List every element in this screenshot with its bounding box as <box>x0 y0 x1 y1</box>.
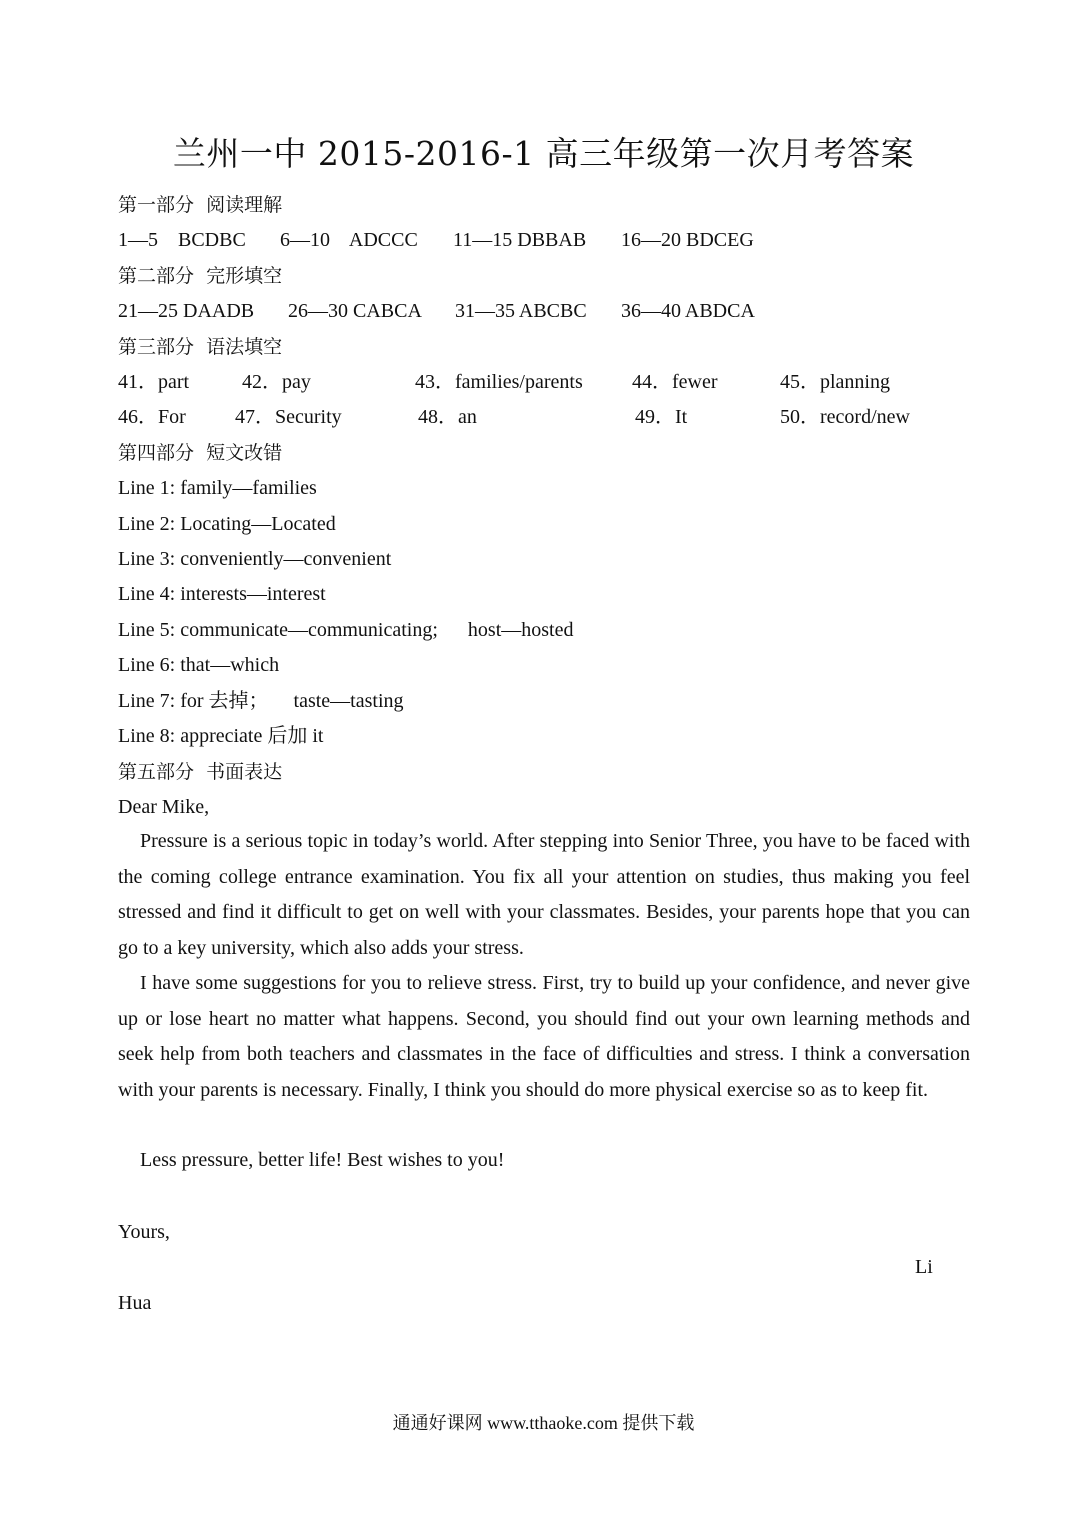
part2-answer-1: 21—25 DAADB <box>118 300 255 322</box>
signature-last-name: Hua <box>118 1292 152 1314</box>
part1-answer-2: 6—10 ADCCC <box>280 229 418 251</box>
letter-paragraph-3: Less pressure, better life! Best wishes to you! <box>140 1149 505 1171</box>
correction-line-2: Line 2: Locating—Located <box>118 513 336 535</box>
part1-answer-4: 16—20 BDCEG <box>621 229 754 251</box>
grammar-answer-48: 48．an <box>418 406 477 428</box>
grammar-answer-42: 42．pay <box>242 371 311 393</box>
grammar-answer-43: 43．families/parents <box>415 371 583 393</box>
correction-line-8: Line 8: appreciate 后加 it <box>118 725 324 747</box>
correction-line-1: Line 1: family—families <box>118 477 317 499</box>
correction-line-3: Line 3: conveniently—convenient <box>118 548 392 570</box>
correction-line-7: Line 7: for 去掉； taste—tasting <box>118 690 404 712</box>
part2-answer-4: 36—40 ABDCA <box>621 300 755 322</box>
grammar-answer-50: 50．record/new <box>780 406 910 428</box>
grammar-answer-44: 44．fewer <box>632 371 718 393</box>
letter-paragraph-1: Pressure is a serious topic in today’s world. After stepping into Senior Three, you have to be faced with the coming college entrance examination. You fix all your attention on studies, thus making you feel stressed and find it difficult to get on well with your classmates. Besides, your parents hope that you can go to a key university, which also adds your stress. <box>118 830 970 959</box>
letter-paragraph-2: I have some suggestions for you to relieve stress. First, try to build up your confidence, and never give up or lose heart no matter what happens. Second, you should find out your own learning methods and seek help from both teachers and classmates in the face of difficulties and stress. I think a conversation with your parents is necessary. Finally, I think you should do more physical exercise so as to keep fit. <box>118 972 970 1101</box>
letter-closing: Yours, <box>118 1221 170 1243</box>
part1-answer-3: 11—15 DBBAB <box>453 229 587 251</box>
correction-line-6: Line 6: that—which <box>118 654 280 676</box>
grammar-answer-41: 41．part <box>118 371 190 393</box>
grammar-answer-46: 46．For <box>118 406 186 428</box>
part4-heading: 第四部分 短文改错 <box>118 442 283 464</box>
part1-heading: 第一部分 阅读理解 <box>118 194 283 216</box>
part2-answer-2: 26—30 CABCA <box>288 300 422 322</box>
part2-heading: 第二部分 完形填空 <box>118 265 283 287</box>
part3-heading: 第三部分 语法填空 <box>118 336 283 358</box>
correction-line-4: Line 4: interests—interest <box>118 583 326 605</box>
grammar-answer-45: 45．planning <box>780 371 890 393</box>
part1-answer-1: 1—5 BCDBC <box>118 229 246 251</box>
correction-line-5: Line 5: communicate—communicating; host—hosted <box>118 619 574 641</box>
page-title: 兰州一中 2015-2016-1 高三年级第一次月考答案 <box>172 134 915 173</box>
letter-greeting: Dear Mike, <box>118 796 210 818</box>
part2-answer-3: 31—35 ABCBC <box>455 300 587 322</box>
part5-heading: 第五部分 书面表达 <box>118 761 283 783</box>
signature-first-name: Li <box>915 1256 933 1278</box>
grammar-answer-47: 47．Security <box>235 406 342 428</box>
footer-source: 通通好课网 www.tthaoke.com 提供下载 <box>392 1413 695 1433</box>
grammar-answer-49: 49．It <box>635 406 688 428</box>
